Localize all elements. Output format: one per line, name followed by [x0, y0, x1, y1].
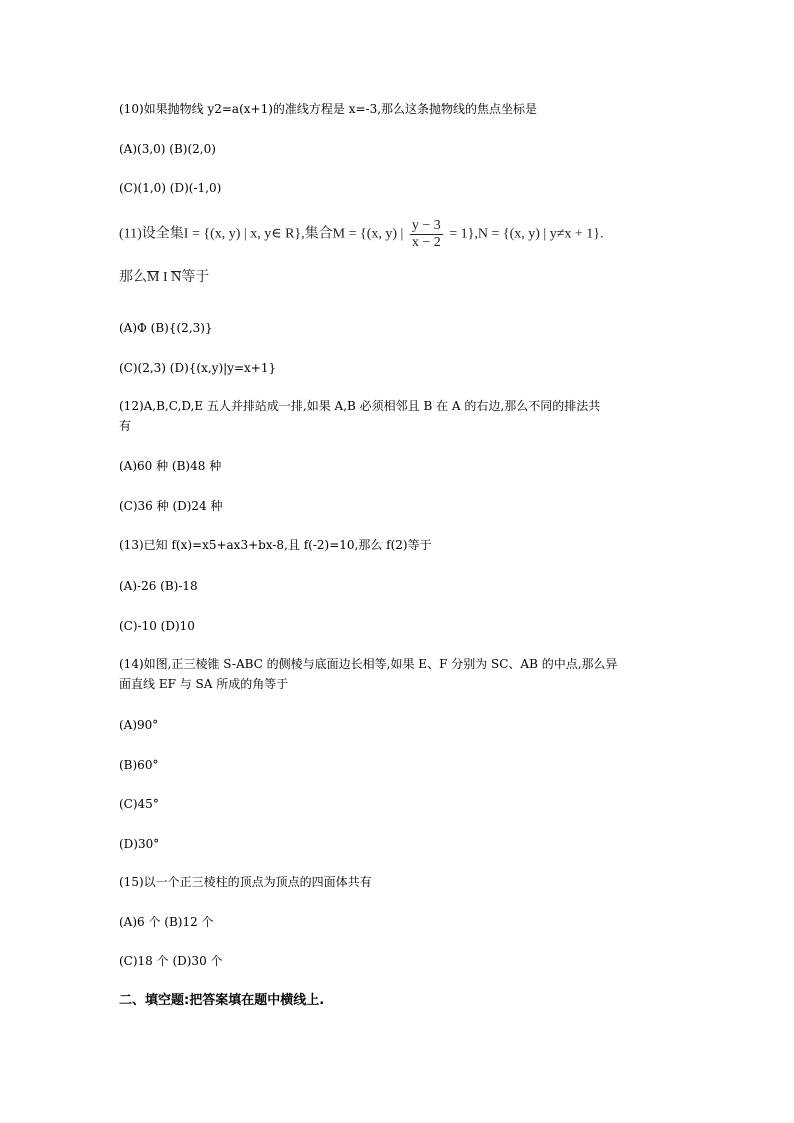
- question-11-prefix: (11)设全集I = {(x, y) | x, y∈ R},集合M = {(x, y) |: [119, 226, 404, 242]
- question-11-line2: [119, 266, 209, 286]
- question-13-options-ab: (A)-26 (B)-18: [119, 579, 198, 593]
- question-14-option-c: (C)45°: [119, 797, 159, 811]
- question-14-option-a: (A)90°: [119, 718, 159, 732]
- complement-N: N: [171, 270, 182, 285]
- question-13-text: (13)已知 f(x)=x5+ax3+bx-8,且 f(-2)=10,那么 f(2)等于: [119, 538, 432, 552]
- question-11-suffix: = 1},N = {(x, y) | y≠x + 1}.: [449, 226, 604, 242]
- question-15-text: (15)以一个正三棱柱的顶点为顶点的四面体共有: [119, 875, 372, 889]
- fraction-denominator: x − 2: [411, 235, 441, 250]
- question-14-line1: (14)如图,正三棱锥 S-ABC 的侧棱与底面边长相等,如果 E、F 分别为 SC、AB 的中点,那么异: [119, 657, 618, 671]
- question-11-options-cd: (C)(2,3) (D){(x,y)|y=x+1}: [119, 361, 277, 375]
- question-10-options-cd: (C)(1,0) (D)(-1,0): [119, 181, 222, 195]
- question-11-line2-prefix: 那么: [119, 270, 147, 285]
- question-13-options-cd: (C)-10 (D)10: [119, 619, 195, 633]
- question-12-line2: 有: [119, 419, 132, 433]
- fraction-numerator: y − 3: [411, 218, 441, 233]
- question-14-line2: 面直线 EF 与 SA 所成的角等于: [119, 677, 289, 691]
- question-10-text: (10)如果抛物线 y2=a(x+1)的准线方程是 x=-3,那么这条抛物线的焦点坐标是: [119, 102, 538, 116]
- question-12-options-cd: (C)36 种 (D)24 种: [119, 499, 223, 513]
- question-11-line2-suffix: 等于: [181, 270, 210, 285]
- intersection-symbol: I: [159, 270, 172, 285]
- question-12-line1: (12)A,B,C,D,E 五人并排站成一排,如果 A,B 必须相邻且 B 在 A 的右边,那么不同的排法共: [119, 399, 601, 413]
- question-11-options-ab: (A)Φ (B){(2,3)}: [119, 321, 213, 335]
- question-15-options-cd: (C)18 个 (D)30 个: [119, 954, 223, 968]
- question-11-formula: [119, 218, 604, 251]
- section-2-heading: 二、填空题:把答案填在题中横线上.: [119, 993, 325, 1008]
- question-14-option-b: (B)60°: [119, 758, 159, 772]
- question-10-options-ab: (A)(3,0) (B)(2,0): [119, 142, 216, 156]
- complement-M: M: [147, 270, 160, 285]
- question-12-options-ab: (A)60 种 (B)48 种: [119, 459, 222, 473]
- question-14-option-d: (D)30°: [119, 837, 160, 851]
- question-15-options-ab: (A)6 个 (B)12 个: [119, 915, 214, 929]
- question-11-fraction: [410, 218, 443, 251]
